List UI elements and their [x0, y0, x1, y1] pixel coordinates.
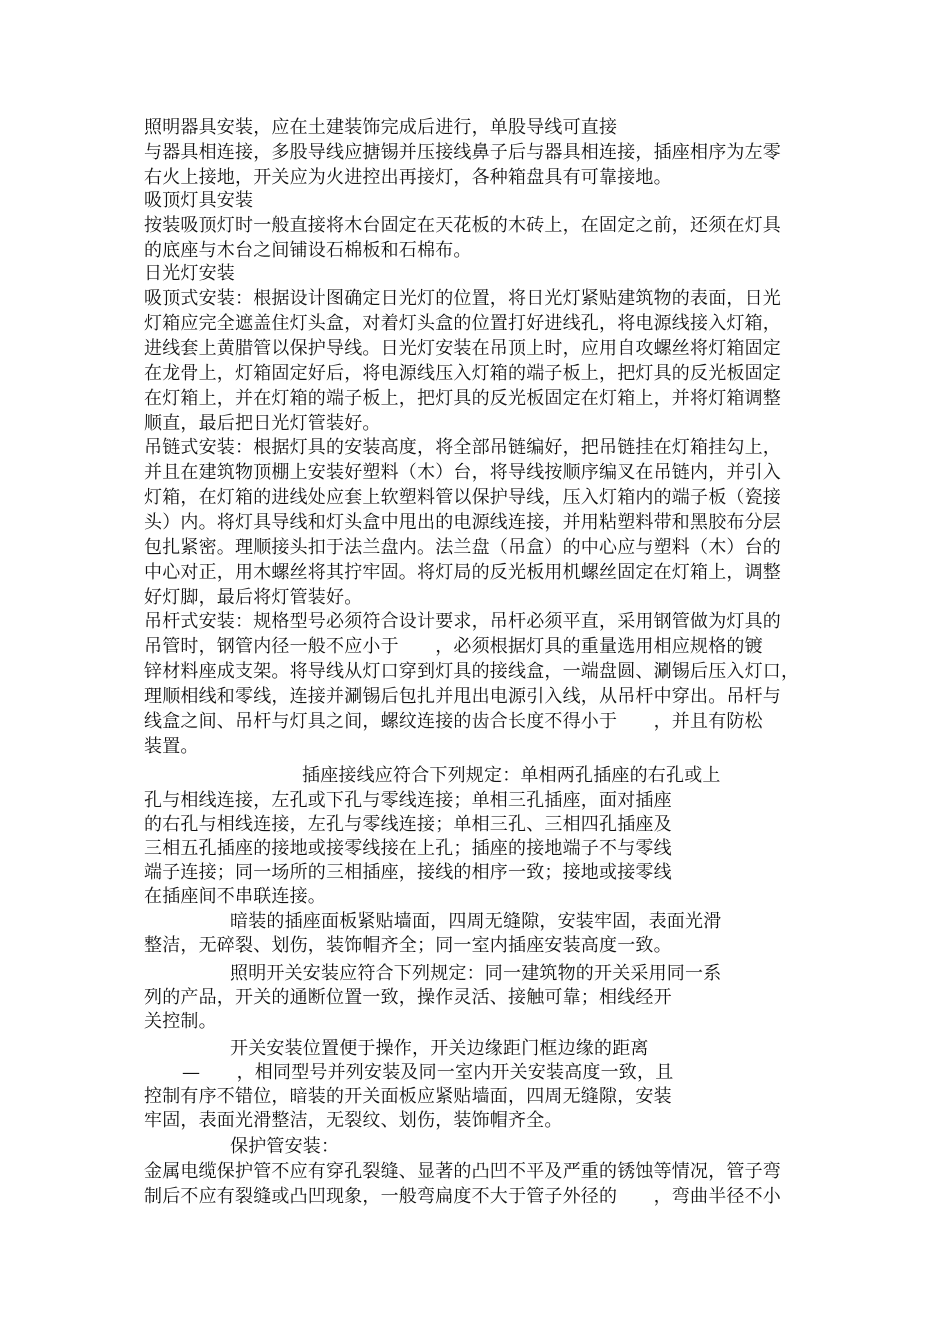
text-line: 三相五孔插座的接地或接零线接在上孔；插座的接地端子不与零线	[144, 838, 672, 859]
text-line: 的右孔与相线连接，左孔与零线连接；单相三孔、三相四孔插座及	[144, 814, 672, 835]
text-line: 孔与相线连接，左孔或下孔与零线连接；单相三孔插座，面对插座	[144, 790, 672, 811]
text-line: 进线套上黄腊管以保护导线。日光灯安装在吊顶上时，应用自攻螺丝将灯箱固定	[144, 338, 781, 359]
text-line: 锌材料座成支架。将导线从灯口穿到灯具的接线盒，一端盘圆、涮锡后压入灯口，	[144, 661, 800, 682]
text-line: 关控制。	[144, 1011, 217, 1032]
text-line: 顺直，最后把日光灯管装好。	[144, 413, 381, 434]
text-line: 吊链式安装：根据灯具的安装高度，将全部吊链编好，把吊链挂在灯箱挂勾上，	[144, 437, 781, 458]
text-line: 中心对正，用木螺丝将其拧牢固。将灯局的反光板用机螺丝固定在灯箱上，调整	[144, 562, 781, 583]
text-line: 开关安装位置便于操作，开关边缘距门框边缘的距离	[230, 1038, 649, 1059]
text-line: 灯箱，在灯箱的进线处应套上软塑料管以保护导线，压入灯箱内的端子板（瓷接	[144, 487, 781, 508]
text-line: 右火上接地，开关应为火进控出再接灯，各种箱盘具有可靠接地。	[144, 167, 672, 188]
text-line: 装置。	[144, 736, 199, 757]
text-line: 照明器具安装，应在土建装饰完成后进行，单股导线可直接	[144, 117, 618, 138]
text-line: 照明开关安装应符合下列规定：同一建筑物的开关采用同一系	[230, 963, 722, 984]
text-line: 线盒之间、吊杆与灯具之间，螺纹连接的齿合长度不得小于 ，并且有防松	[144, 711, 763, 732]
text-line: 端子连接；同一场所的三相插座，接线的相序一致；接地或接零线	[144, 862, 672, 883]
text-line: 在灯箱上，并在灯箱的端子板上，把灯具的反光板固定在灯箱上，并将灯箱调整	[144, 388, 781, 409]
section-heading: 日光灯安装	[144, 263, 235, 284]
text-line: 列的产品，开关的通断位置一致，操作灵活、接触可靠；相线经开	[144, 987, 672, 1008]
text-line: 与器具相连接，多股导线应搪锡并压接线鼻子后与器具相连接，插座相序为左零	[144, 142, 781, 163]
text-line: 头）内。将灯具导线和灯头盒中甩出的电源线连接，并用粘塑料带和黑胶布分层	[144, 512, 781, 533]
text-line: 好灯脚，最后将灯管装好。	[144, 587, 363, 608]
text-line: 在龙骨上，灯箱固定好后，将电源线压入灯箱的端子板上，把灯具的反光板固定	[144, 363, 781, 384]
text-line: 在插座间不串联连接。	[144, 886, 326, 907]
section-heading: 吸顶灯具安装	[144, 190, 254, 211]
text-line: 牢固，表面光滑整洁，无裂纹、划伤，装饰帽齐全。	[144, 1110, 563, 1131]
text-line: 并且在建筑物顶棚上安装好塑料（木）台，将导线按顺序编叉在吊链内，并引入	[144, 462, 781, 483]
text-line: 制后不应有裂缝或凸凹现象，一般弯扁度不大于管子外径的 ，弯曲半径不小	[144, 1186, 781, 1207]
section-heading: 保护管安装：	[230, 1136, 340, 1157]
text-line: 按装吸顶灯时一般直接将木台固定在天花板的木砖上，在固定之前，还须在灯具	[144, 215, 781, 236]
text-line: 插座接线应符合下列规定：单相两孔插座的右孔或上	[302, 765, 721, 786]
text-line: 灯箱应完全遮盖住灯头盒，对着灯头盒的位置打好进线孔，将电源线接入灯箱，	[144, 313, 781, 334]
text-line: 理顺相线和零线，连接并涮锡后包扎并甩出电源引入线，从吊杆中穿出。吊杆与	[144, 686, 781, 707]
text-line: 吸顶式安装：根据设计图确定日光灯的位置，将日光灯紧贴建筑物的表面，日光	[144, 288, 781, 309]
text-line: 暗装的插座面板紧贴墙面，四周无缝隙，安装牢固，表面光滑	[230, 911, 722, 932]
text-line: 金属电缆保护管不应有穿孔裂缝、显著的凸凹不平及严重的锈蚀等情况，管子弯	[144, 1161, 781, 1182]
text-line: 吊杆式安装：规格型号必须符合设计要求，吊杆必须平直，采用钢管做为灯具的	[144, 611, 781, 632]
text-line: 整洁，无碎裂、划伤，装饰帽齐全；同一室内插座安装高度一致。	[144, 935, 672, 956]
text-line: 吊管时，钢管内径一般不应小于 ，必须根据灯具的重量选用相应规格的镀	[144, 636, 763, 657]
text-line: 包扎紧密。理顺接头扣于法兰盘内。法兰盘（吊盒）的中心应与塑料（木）台的	[144, 537, 781, 558]
text-line: 的底座与木台之间铺设石棉板和石棉布。	[144, 240, 472, 261]
text-line: 控制有序不错位，暗装的开关面板应紧贴墙面，四周无缝隙，安装	[144, 1086, 672, 1107]
text-line: — ，相同型号并列安装及同一室内开关安装高度一致，且	[182, 1062, 674, 1083]
